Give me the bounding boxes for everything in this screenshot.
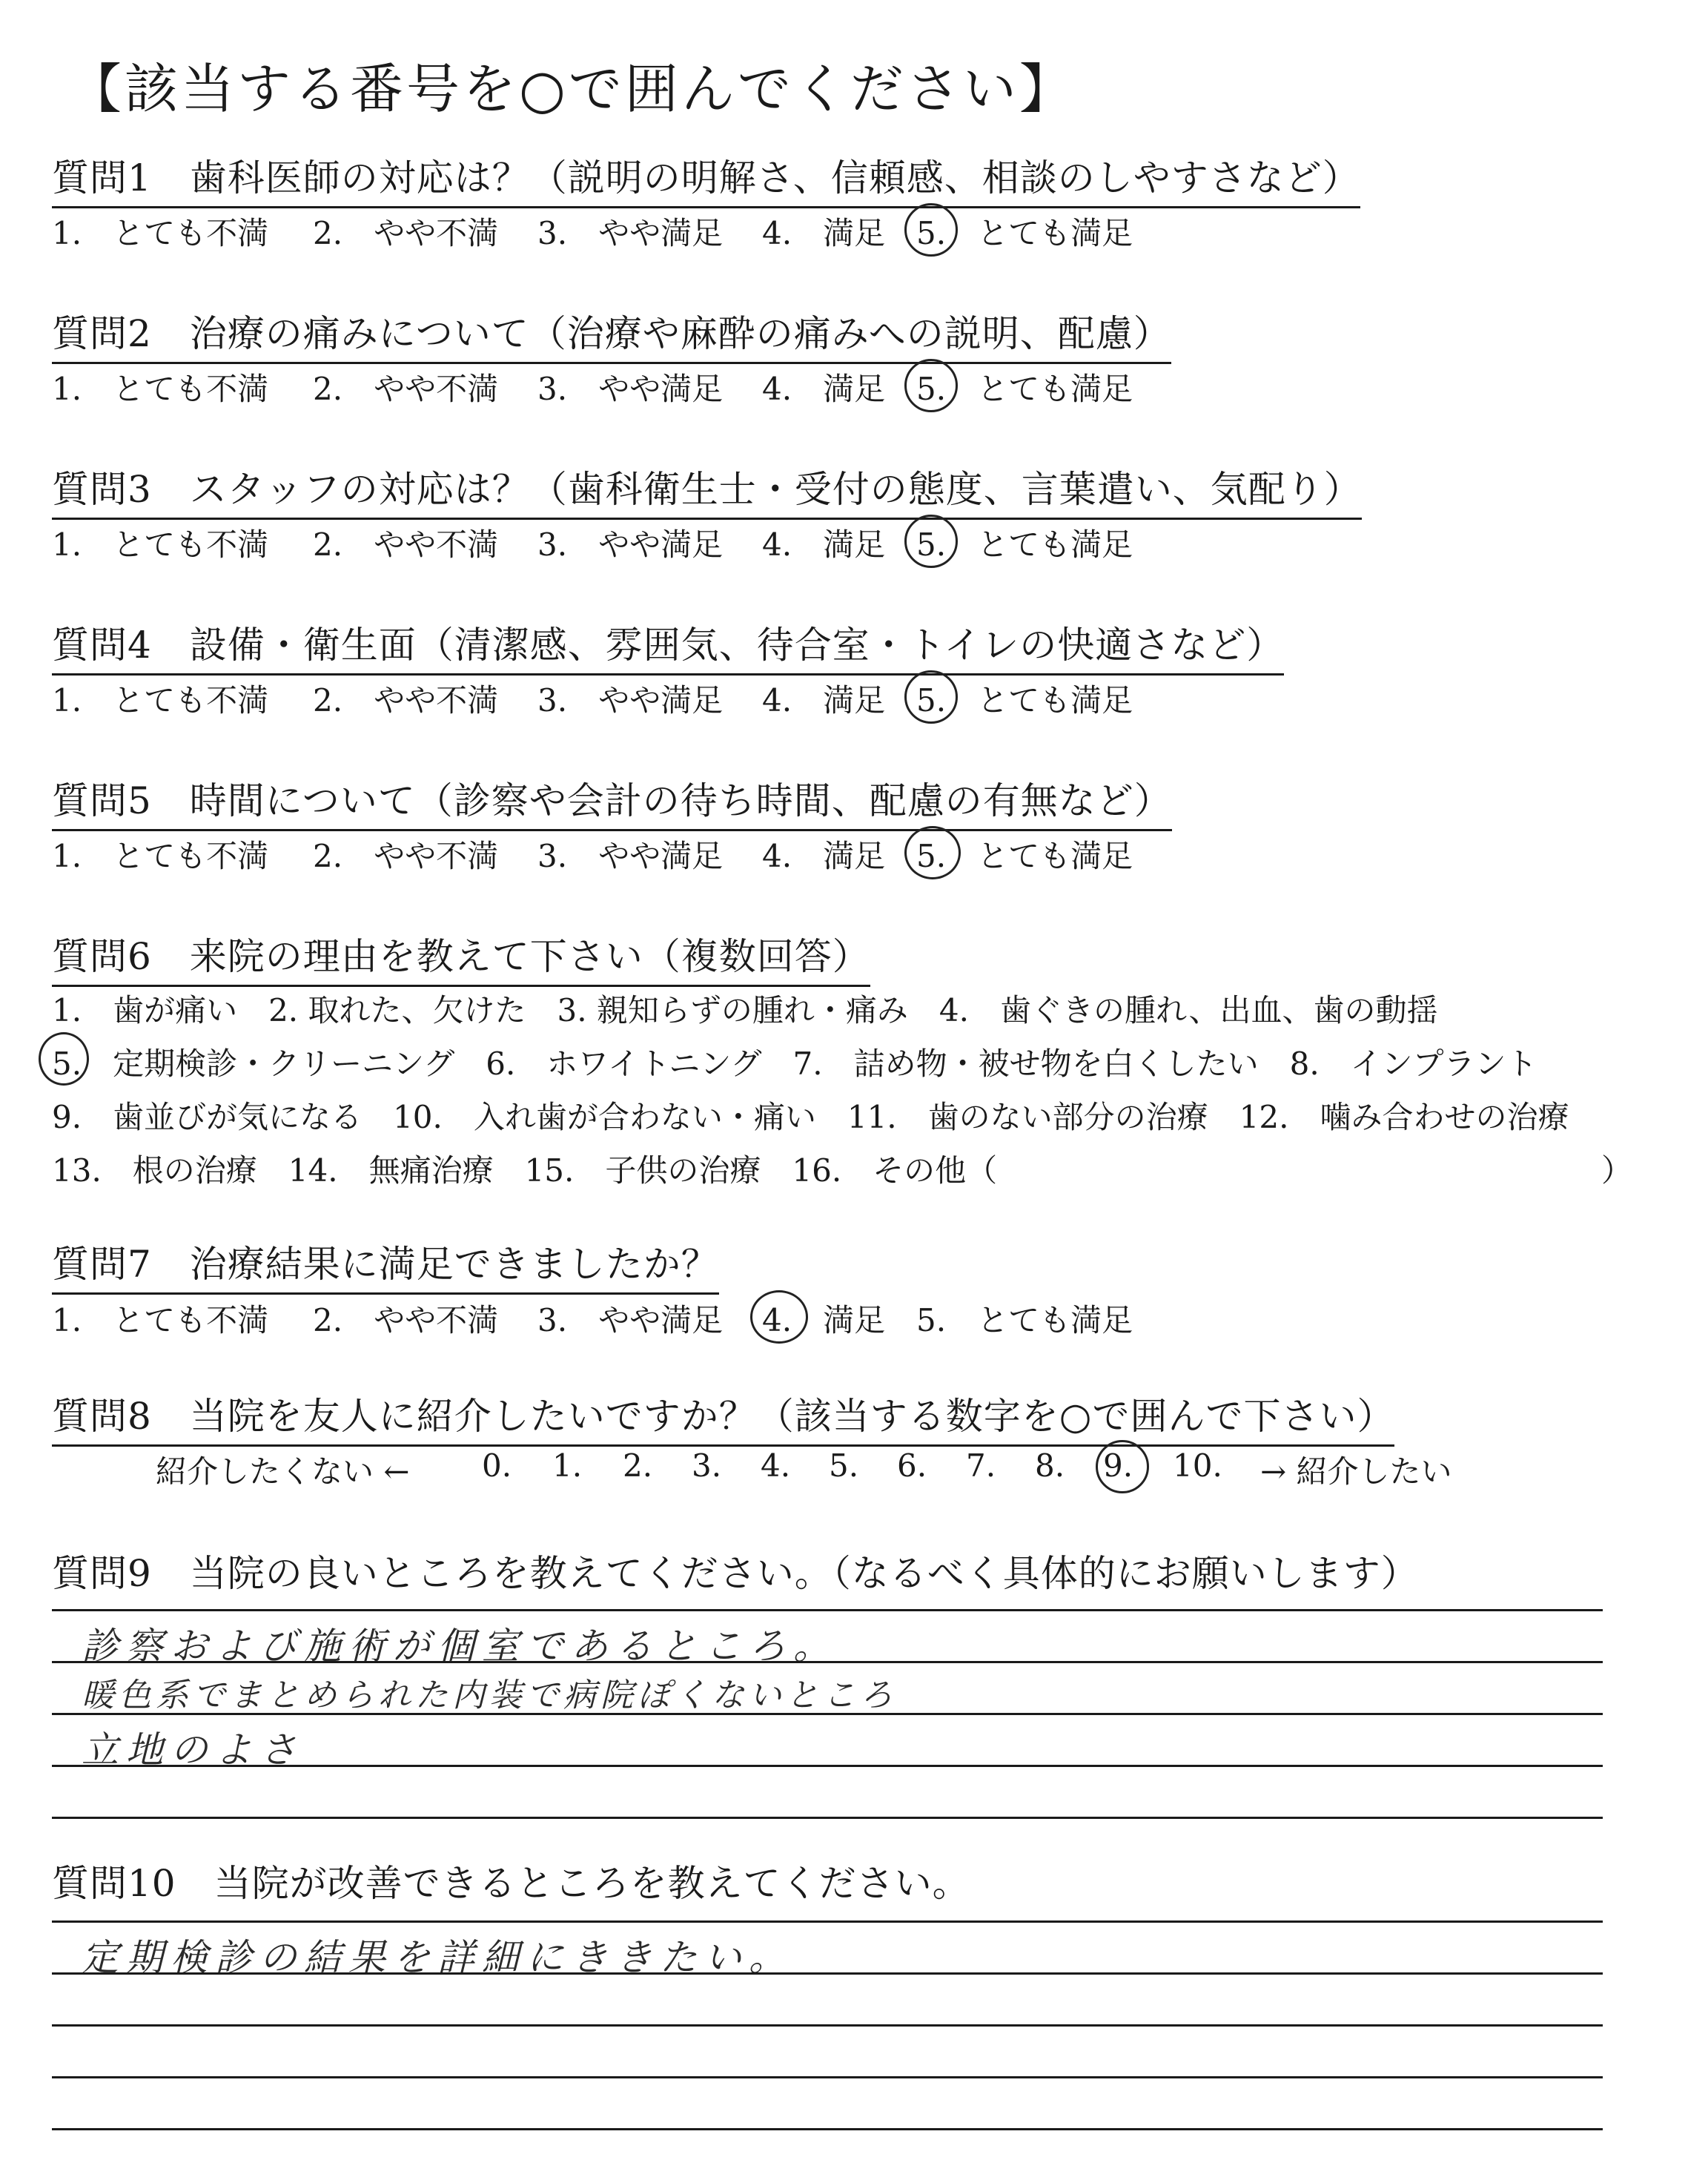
answer-line: [52, 1920, 1603, 1923]
answer-line: [52, 2076, 1603, 2078]
answer-line: [52, 1661, 1603, 1663]
option-5[interactable]: 5. とても満足: [916, 682, 1133, 719]
answer-line: [52, 1609, 1603, 1611]
q10-handwritten-line-1: 定期検診の結果を詳細にききたい。: [82, 1936, 793, 1979]
question-2-title: 質問2 治療の痛みについて（治療や麻酔の痛みへの説明、配慮）: [52, 304, 1171, 364]
answer-line: [52, 1817, 1603, 1819]
question-8-title: 質問8 当院を友人に紹介したいですか？（該当する数字を○で囲んで下さい）: [52, 1387, 1394, 1447]
option-2[interactable]: 2. やや不満: [313, 682, 499, 719]
question-10-title: 質問10 当院が改善できるところを教えてください。: [52, 1862, 970, 1905]
option-4[interactable]: 4. 満足: [762, 526, 886, 563]
q9-handwritten-line-2: 暖色系でまとめられた内装で病院ぽくないところ: [82, 1677, 897, 1714]
q6-row-2[interactable]: 5. 定期検診・クリーニング 6. ホワイトニング 7. 詰め物・被せ物を白くしたい 8. インプラント: [52, 1046, 1537, 1082]
q8-num-10[interactable]: 10.: [1173, 1447, 1222, 1484]
option-5[interactable]: 5. とても満足: [916, 1302, 1133, 1338]
answer-line: [52, 2024, 1603, 2027]
option-5[interactable]: 5. とても満足: [916, 371, 1133, 407]
answer-line: [52, 1765, 1603, 1767]
q8-num-5[interactable]: 5.: [829, 1447, 859, 1484]
option-2[interactable]: 2. やや不満: [313, 371, 499, 407]
option-4[interactable]: 4. 満足: [762, 682, 886, 719]
q6-row-1[interactable]: 1. 歯が痛い 2. 取れた、欠けた 3. 親知らずの腫れ・痛み 4. 歯ぐきの腫れ、出血、歯の動揺: [52, 992, 1438, 1028]
option-3[interactable]: 3. やや満足: [537, 1302, 724, 1338]
question-3-title: 質問3 スタッフの対応は？（歯科衛生士・受付の態度、言葉遣い、気配り）: [52, 460, 1362, 520]
option-3[interactable]: 3. やや満足: [537, 838, 724, 874]
option-4[interactable]: 4. 満足: [762, 1302, 886, 1338]
option-2[interactable]: 2. やや不満: [313, 838, 499, 874]
q8-num-6[interactable]: 6.: [897, 1447, 927, 1484]
option-3[interactable]: 3. やや満足: [537, 682, 724, 719]
option-3[interactable]: 3. やや満足: [537, 526, 724, 563]
option-3[interactable]: 3. やや満足: [537, 371, 724, 407]
q8-left-label: 紹介したくない ←: [156, 1453, 410, 1490]
option-5[interactable]: 5. とても満足: [916, 215, 1133, 251]
option-1[interactable]: 1. とても不満: [52, 371, 269, 407]
option-1[interactable]: 1. とても不満: [52, 838, 269, 874]
q8-num-2[interactable]: 2.: [623, 1447, 653, 1484]
q8-num-4[interactable]: 4.: [761, 1447, 791, 1484]
question-5-title: 質問5 時間について（診察や会計の待ち時間、配慮の有無など）: [52, 771, 1172, 831]
option-1[interactable]: 1. とても不満: [52, 1302, 269, 1338]
instruction-header: 【該当する番号を○で囲んでください】: [68, 58, 1076, 120]
option-4[interactable]: 4. 満足: [762, 215, 886, 251]
q8-num-9[interactable]: 9.: [1103, 1447, 1133, 1484]
question-4-title: 質問4 設備・衛生面（清潔感、雰囲気、待合室・トイレの快適さなど）: [52, 615, 1284, 676]
q9-handwritten-line-1: 診察および施術が個室であるところ。: [82, 1625, 838, 1668]
q8-num-3[interactable]: 3.: [692, 1447, 722, 1484]
option-4[interactable]: 4. 満足: [762, 838, 886, 874]
question-7-title: 質問7 治療結果に満足できましたか？: [52, 1235, 719, 1295]
question-9-title: 質問9 当院の良いところを教えてください。（なるべく具体的にお願いします）: [52, 1552, 1419, 1595]
q6-row-4[interactable]: 13. 根の治療 14. 無痛治療 15. 子供の治療 16. その他（: [52, 1152, 998, 1189]
answer-line: [52, 1972, 1603, 1975]
option-4[interactable]: 4. 満足: [762, 371, 886, 407]
option-5[interactable]: 5. とても満足: [916, 838, 1133, 874]
option-3[interactable]: 3. やや満足: [537, 215, 724, 251]
answer-line: [52, 2128, 1603, 2130]
q8-num-8[interactable]: 8.: [1035, 1447, 1065, 1484]
option-2[interactable]: 2. やや不満: [313, 215, 499, 251]
answer-line: [52, 1713, 1603, 1715]
option-5[interactable]: 5. とても満足: [916, 526, 1133, 563]
q9-handwritten-line-3: 立地のよさ: [82, 1728, 304, 1771]
option-2[interactable]: 2. やや不満: [313, 526, 499, 563]
question-6-title: 質問6 来院の理由を教えて下さい（複数回答）: [52, 927, 870, 987]
q8-right-label: → 紹介したい: [1260, 1453, 1452, 1490]
q6-row-3[interactable]: 9. 歯並びが気になる 10. 入れ歯が合わない・痛い 11. 歯のない部分の治療 12. 噛み合わせの治療: [52, 1099, 1569, 1135]
option-1[interactable]: 1. とても不満: [52, 215, 269, 251]
q8-num-1[interactable]: 1.: [552, 1447, 583, 1484]
q8-num-0[interactable]: 0.: [482, 1447, 512, 1484]
q6-close-paren: ）: [1601, 1152, 1633, 1189]
question-1-title: 質問1 歯科医師の対応は？（説明の明解さ、信頼感、相談のしやすさなど）: [52, 148, 1360, 208]
option-1[interactable]: 1. とても不満: [52, 682, 269, 719]
q8-num-7[interactable]: 7.: [966, 1447, 996, 1484]
option-1[interactable]: 1. とても不満: [52, 526, 269, 563]
option-2[interactable]: 2. やや不満: [313, 1302, 499, 1338]
